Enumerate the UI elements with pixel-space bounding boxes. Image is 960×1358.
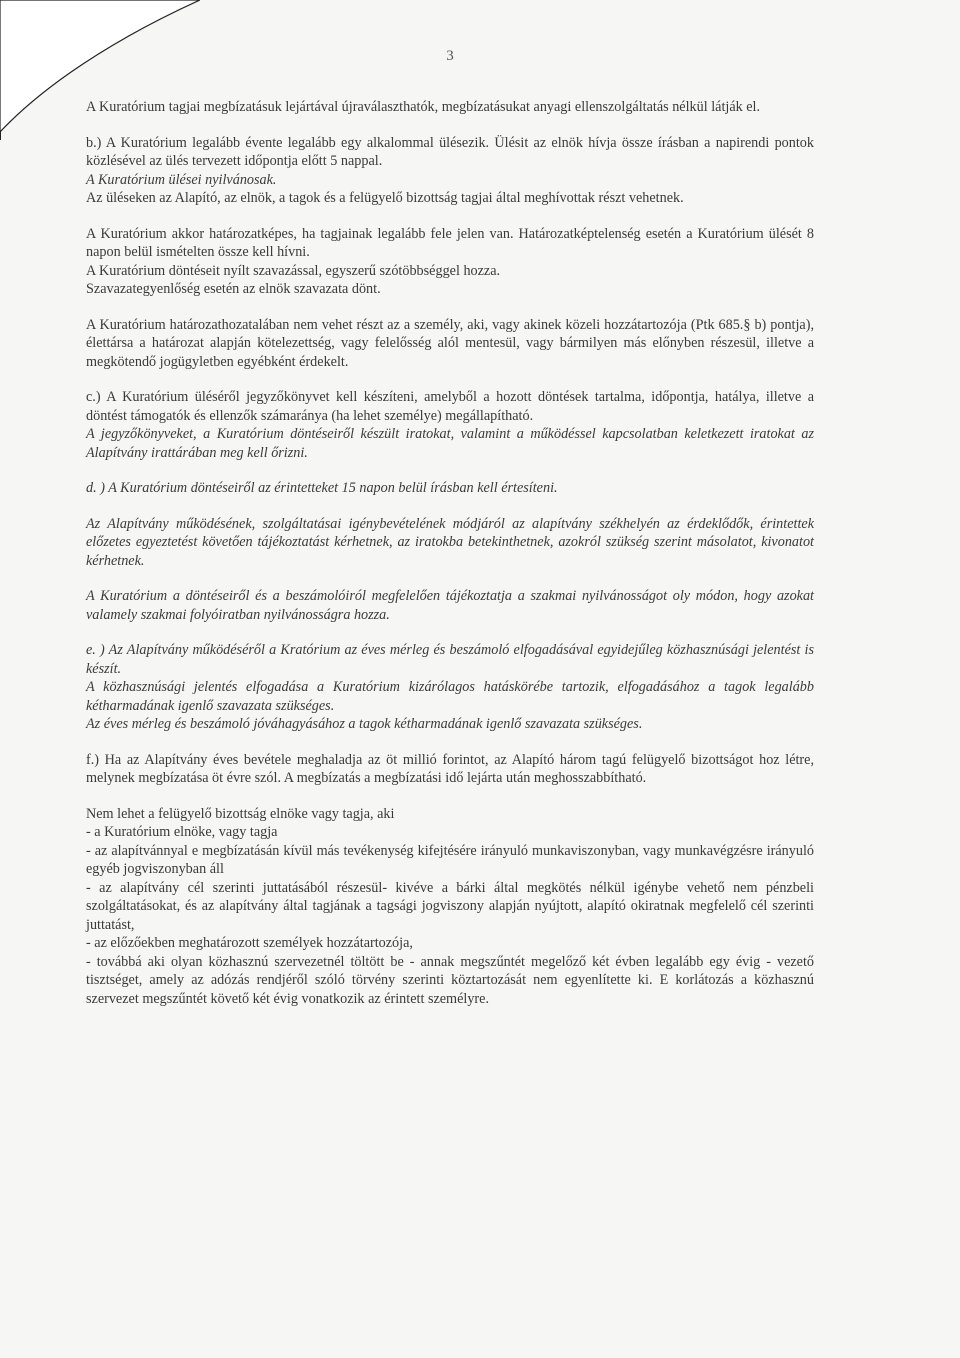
- document-body: [86, 98, 814, 1008]
- list-item: - a Kuratórium elnöke, vagy tagja: [86, 824, 278, 840]
- paragraph-line: Az éves mérleg és beszámoló jóváhagyásához a tagok kétharmadának igenlő szavazata szükséges.: [86, 716, 643, 732]
- paragraph-line: A Kuratórium ülései nyilvánosak.: [86, 171, 277, 188]
- paragraph-line: b.) A Kuratórium legalább évente legalább egy alkalommal ülésezik. Ülésit az elnök hívja össze írásban a napirendi pontok közlésével az ülés tervezett időpontja előtt 5 nappal.: [86, 134, 814, 169]
- paragraph-line: A jegyzőkönyveket, a Kuratórium döntéseiről készült iratokat, valamint a működéssel kapcsolatban keletkezett iratokat az Alapítvány irattárában meg kell őrizni.: [86, 426, 814, 461]
- paragraph-line: A közhasznúsági jelentés elfogadása a Kuratórium kizárólagos hatáskörébe tartozik, elfogadásához a tagok legalább kétharmadának igenlő szavazata szükséges.: [86, 679, 814, 714]
- paragraph-line: A Kuratórium tagjai megbízatásuk lejártával újraválaszthatók, megbízatásukat anyagi ellenszolgáltatás nélkül látják el.: [86, 99, 761, 115]
- paragraph-line: A Kuratórium a döntéseiről és a beszámolóiról megfelelően tájékoztatja a szakmai nyilvánosságot oly módon, hogy azokat valamely szakmai folyóiratban nyilvánosságra hozza.: [86, 588, 814, 623]
- paragraph: [86, 479, 814, 498]
- paragraph: [86, 98, 814, 117]
- paragraph-line: A Kuratórium döntéseit nyílt szavazással, egyszerű szótöbbséggel hozza.: [86, 262, 501, 279]
- paragraph-line: A Kuratórium határozathozatalában nem vehet részt az a személy, aki, vagy akinek közeli hozzátartozója (Ptk 685.§ b) pontja), élettársa a határozat alapján kötelezettség, vagy felelősség alól mentesül, vagy bármilyen más előnyben részesül, illetve a megkötendő jogügyletben egyébként érdekelt.: [86, 316, 814, 370]
- paragraph-line: f.) Ha az Alapítvány éves bevétele meghaladja az öt millió forintot, az Alapító három tagú felügyelő bizottságot hoz létre, melynek megbízatása öt évre szól. A megbízatás a megbízatási idő lejárta után meghosszabbítható.: [86, 751, 814, 786]
- list-item: - továbbá aki olyan közhasznú szervezetnél töltött be - annak megszűntét megelőző két évben legalább egy évig - vezető tisztséget, amely az adózás rendjéről szóló törvény szerinti köztartozását nem egyenlítette ki. E korlátozás a közhasznú szervezet megszűntét követő két évig vonatkozik az érintett személyre.: [86, 953, 814, 1007]
- page-number: 3: [446, 48, 454, 64]
- paragraphs: [86, 98, 814, 788]
- paragraph: [86, 316, 814, 372]
- paragraph-line: d. ) A Kuratórium döntéseiről az érintetteket 15 napon belül írásban kell értesíteni.: [86, 480, 558, 496]
- final-section: [86, 805, 814, 1009]
- paragraph: [86, 225, 814, 299]
- paragraph: [86, 587, 814, 624]
- paragraph: [86, 134, 814, 208]
- paragraph-line: c.) A Kuratórium üléséről jegyzőkönyvet kell készíteni, amelyből a hozott döntések tartalma, időpontja, hatálya, illetve a döntést támogatók és ellenzők számaránya (ha lehet személye) megállapítható.: [86, 389, 814, 424]
- list-item: - az alapítvánnyal e megbízatásán kívül más tevékenység kifejtésére irányuló munkaviszonyban, vagy munkavégzésre irányuló egyéb jogviszonyban áll: [86, 842, 814, 877]
- paragraph: [86, 388, 814, 462]
- paragraph-line: Az üléseken az Alapító, az elnök, a tagok és a felügyelő bizottság tagjai által meghívottak részt vehetnek.: [86, 190, 684, 206]
- paragraph-line: Szavazategyenlőség esetén az elnök szavazata dönt.: [86, 281, 381, 297]
- paragraph-line: Az Alapítvány működésének, szolgáltatásai igénybevételének módjáról az alapítvány székhelyén az érdeklődők, érintettek előzetes egyeztetést követően tájékoztatást kérhetnek, az iratokba betekinthetnek, azokról szükség szerint másolatot, kivonatot kérhetnek.: [86, 515, 814, 569]
- paragraph: [86, 515, 814, 571]
- paragraph-line: e. ) Az Alapítvány működéséről a Kratórium az éves mérleg és beszámoló elfogadásával egyidejűleg közhasznúsági jelentést is készít.: [86, 642, 814, 677]
- paragraph: [86, 641, 814, 734]
- list-item: - az alapítvány cél szerinti juttatásából részesül- kivéve a bárki által megkötés nélkül igénybe vehető nem pénzbeli szolgáltatásokat, és az alapítvány által tagjának a tagsági jogviszony alapján nyújtott, alapító okiratnak megfelelő cél szerinti juttatást,: [86, 879, 814, 933]
- paragraph: [86, 751, 814, 788]
- list-item: - az előzőekben meghatározott személyek hozzátartozója,: [86, 935, 413, 951]
- paragraph-line: A Kuratórium akkor határozatképes, ha tagjainak legalább fele jelen van. Határozatképtelenség esetén a Kuratórium ülését 8 napon belül ismételten össze kell hívni.: [86, 225, 814, 260]
- final-section-list: [86, 823, 814, 1008]
- final-section-intro: Nem lehet a felügyelő bizottság elnöke vagy tagja, aki: [86, 805, 395, 822]
